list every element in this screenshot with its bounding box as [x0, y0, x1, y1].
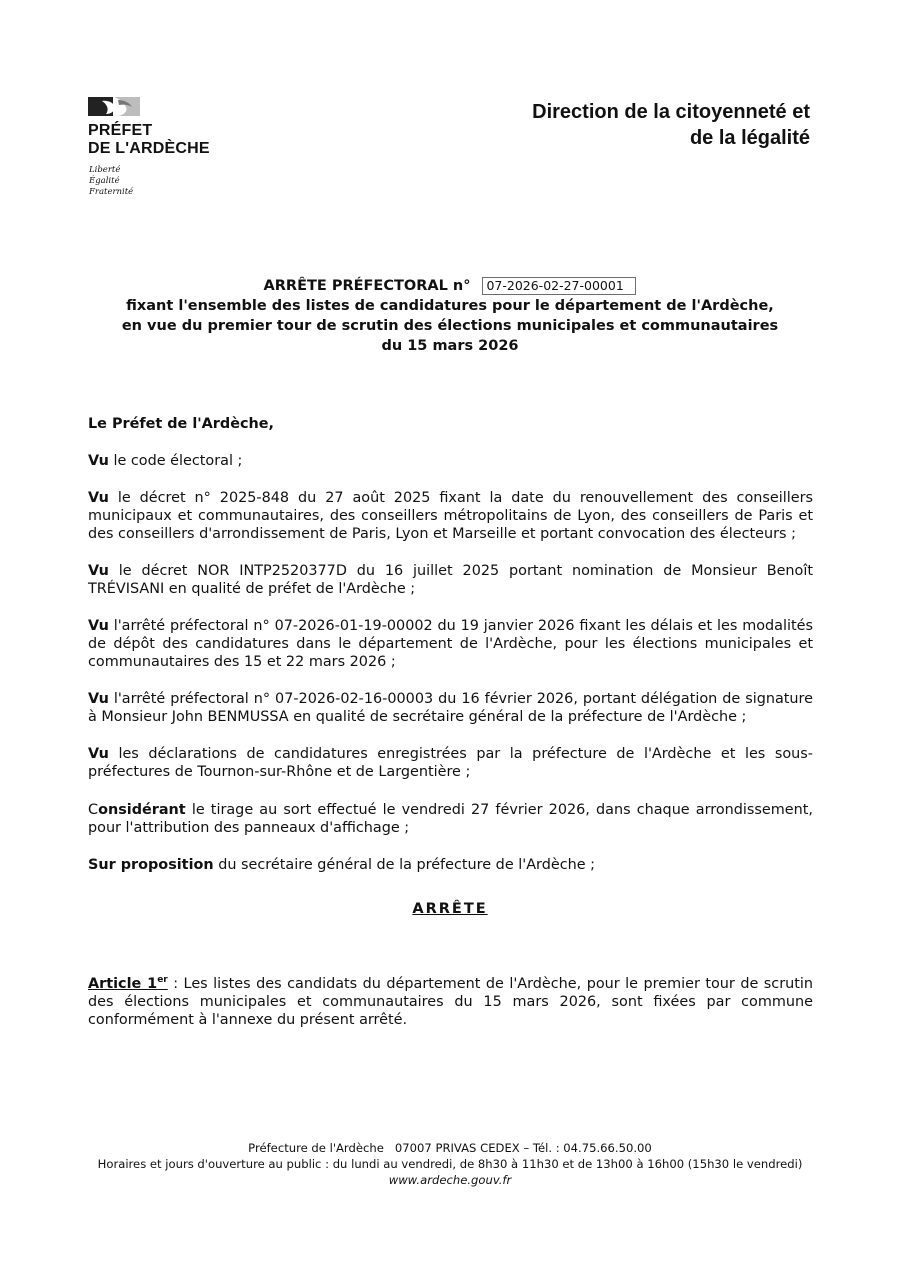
vu-keyword: Vu — [88, 618, 109, 634]
vu-paragraph-3 — [88, 562, 813, 598]
vu-keyword: Vu — [88, 746, 109, 762]
logo-title — [88, 122, 248, 158]
prefecture-logo — [88, 97, 210, 197]
direction-line-2: de la légalité — [689, 127, 810, 149]
vu-keyword: Vu — [88, 490, 109, 506]
considerant-initial: C — [88, 802, 99, 818]
article-1-label-text: Article 1 — [88, 976, 158, 992]
decree-title-line — [88, 276, 812, 296]
direction-heading — [430, 99, 810, 151]
footer-address: Préfecture de l'Ardèche 07007 PRIVAS CEDEX – Tél. : 04.75.66.50.00 — [248, 1141, 652, 1155]
proposition-keyword: Sur proposition — [88, 857, 214, 873]
direction-line-1: Direction de la citoyenneté et — [532, 101, 810, 123]
vu-keyword: Vu — [88, 563, 109, 579]
motto-egalite: Égalité — [89, 176, 120, 186]
considerant-paragraph — [88, 801, 813, 837]
decree-label: ARRÊTE PRÉFECTORAL n° — [263, 278, 471, 294]
vu-keyword: Vu — [88, 453, 109, 469]
motto-liberte: Liberté — [89, 165, 121, 175]
considerant-keyword: onsidérant — [98, 802, 186, 818]
decree-subject-line-2: en vue du premier tour de scrutin des élections municipales et communautaires — [121, 318, 779, 334]
vu-paragraph-1 — [88, 452, 813, 470]
article-1-label — [88, 976, 168, 992]
logo-title-line-2: DE L'ARDÈCHE — [88, 140, 210, 157]
proposition-text: du secrétaire général de la préfecture de l'Ardèche ; — [213, 857, 596, 873]
decree-title — [88, 276, 812, 356]
article-1-paragraph — [88, 975, 813, 1029]
vu-text-5: l'arrêté préfectoral n° 07-2026-02-16-00003 du 16 février 2026, portant délégation de signature à Monsieur John BENMUSSA en qualité de secrétaire général de la préfecture de l'Ardèche ; — [88, 691, 813, 725]
footer-website-link[interactable]: www.ardeche.gouv.fr — [388, 1173, 512, 1187]
page-footer — [0, 1140, 900, 1188]
decree-number-field: 07-2026-02-27-00001 — [482, 277, 636, 295]
vu-text-1: le code électoral ; — [108, 453, 243, 469]
arrete-heading-text: ARRÊTE — [412, 901, 488, 917]
arrete-heading — [0, 901, 900, 917]
republic-motto — [89, 165, 169, 198]
logo-title-line-1: PRÉFET — [88, 122, 153, 139]
decree-date-line: du 15 mars 2026 — [381, 338, 519, 354]
prefect-intro: Le Préfet de l'Ardèche, — [88, 416, 274, 432]
footer-hours: Horaires et jours d'ouverture au public : du lundi au vendredi, de 8h30 à 11h30 et de 13h00 à 16h00 (15h30 le vendredi) — [97, 1157, 803, 1171]
vu-text-4: l'arrêté préfectoral n° 07-2026-01-19-00002 du 19 janvier 2026 fixant les délais et les modalités de dépôt des candidatures dans le département de l'Ardèche, pour les élections municipales et communautaires des 15 et 22 mars 2026 ; — [88, 618, 813, 670]
vu-paragraph-4 — [88, 617, 813, 671]
vu-text-2: le décret n° 2025-848 du 27 août 2025 fixant la date du renouvellement des conseillers municipaux et communautaires, des conseillers métropolitains de Lyon, des conseillers de Paris et des conseillers d'arrondissement de Paris, Lyon et Marseille et portant convocation des électeurs ; — [88, 490, 813, 542]
marianne-logo-icon — [88, 97, 140, 116]
vu-paragraph-6 — [88, 745, 813, 781]
decree-subject-line-1: fixant l'ensemble des listes de candidatures pour le département de l'Ardèche, — [126, 298, 774, 314]
proposition-paragraph — [88, 856, 813, 874]
vu-keyword: Vu — [88, 691, 109, 707]
considerant-text: le tirage au sort effectué le vendredi 27 février 2026, dans chaque arrondissement, pour l'attribution des panneaux d'affichage ; — [88, 802, 813, 836]
vu-paragraph-2 — [88, 489, 813, 543]
vu-paragraph-5 — [88, 690, 813, 726]
article-1-superscript: er — [157, 975, 168, 986]
motto-fraternite: Fraternité — [89, 187, 134, 197]
vu-text-6: les déclarations de candidatures enregistrées par la préfecture de l'Ardèche et les sous-préfectures de Tournon-sur-Rhône et de Largentière ; — [88, 746, 813, 780]
vu-text-3: le décret NOR INTP2520377D du 16 juillet 2025 portant nomination de Monsieur Benoît TRÉVISANI en qualité de préfet de l'Ardèche ; — [88, 563, 813, 597]
article-1-text: : Les listes des candidats du département de l'Ardèche, pour le premier tour de scrutin des élections municipales et communautaires du 15 mars 2026, sont fixées par commune conformément à l'annexe du présent arrêté. — [88, 976, 813, 1028]
